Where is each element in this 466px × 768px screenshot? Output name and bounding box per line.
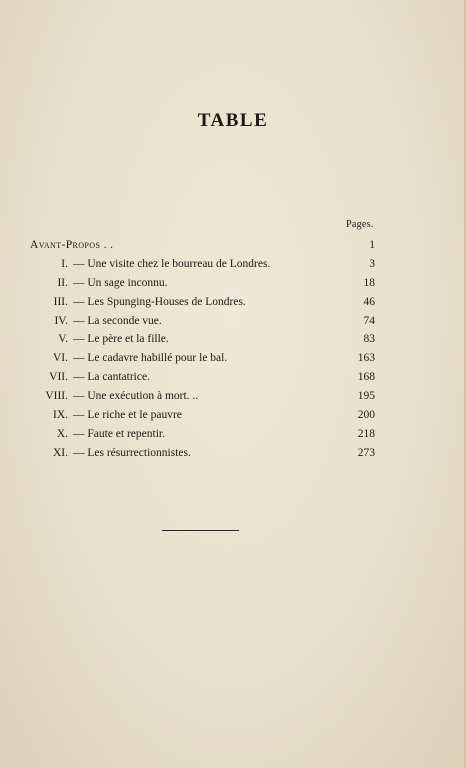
- chapter-title: — Le père et la fille.: [73, 333, 169, 346]
- page-number: 163: [357, 352, 375, 365]
- toc-entry: [30, 387, 375, 406]
- chapter-title: — Le cadavre habillé pour le bal.: [73, 352, 228, 365]
- chapter-number: I.: [61, 257, 68, 270]
- chapter-title: Avant-Propos . .: [30, 239, 114, 251]
- chapter-number: VI.: [52, 352, 68, 365]
- page-number: 200: [357, 409, 375, 422]
- page-number: 168: [357, 371, 375, 384]
- page-number: 74: [363, 314, 375, 327]
- chapter-title: — Une exécution à mort. ..: [73, 390, 199, 403]
- toc-entry: [30, 274, 375, 293]
- chapter-number: V.: [58, 333, 68, 346]
- chapter-number: II.: [57, 276, 68, 289]
- page-number: 195: [357, 390, 375, 403]
- table-of-contents: [30, 236, 375, 463]
- chapter-number: IV.: [54, 314, 68, 327]
- toc-entry: [30, 368, 375, 387]
- pages-column-label: Pages.: [346, 219, 374, 230]
- page-title: TABLE: [197, 110, 269, 131]
- page-number: 273: [357, 446, 375, 459]
- closing-rule: [162, 530, 239, 531]
- chapter-number: IX.: [52, 409, 68, 422]
- page-number: 18: [363, 276, 375, 289]
- toc-entry: [30, 330, 375, 349]
- toc-entry: [30, 444, 375, 463]
- chapter-title: — Un sage inconnu.: [73, 276, 168, 289]
- toc-entry: [30, 255, 375, 274]
- chapter-title: — Faute et repentir.: [73, 427, 165, 440]
- chapter-number: III.: [53, 295, 68, 308]
- page-number: 218: [357, 427, 375, 440]
- chapter-number: X.: [56, 427, 68, 440]
- chapter-title: — La seconde vue.: [73, 314, 162, 327]
- toc-entry: [30, 349, 375, 368]
- chapter-title: — La cantatrice.: [73, 371, 150, 384]
- chapter-title: — Les Spunging-Houses de Londres.: [73, 295, 246, 308]
- chapter-title: — Le riche et le pauvre: [73, 409, 182, 422]
- page-number: 83: [363, 333, 375, 346]
- chapter-number: XI.: [52, 446, 68, 459]
- toc-entry: [30, 236, 375, 255]
- page-number: 46: [363, 295, 375, 308]
- page-number: 1: [369, 239, 375, 251]
- chapter-title: — Une visite chez le bourreau de Londres.: [73, 257, 271, 270]
- page-number: 3: [369, 257, 375, 270]
- toc-entry: [30, 406, 375, 425]
- chapter-title: — Les résurrectionnistes.: [73, 446, 191, 459]
- toc-entry: [30, 293, 375, 312]
- chapter-number: VII.: [49, 371, 68, 384]
- toc-entry: [30, 312, 375, 331]
- chapter-number: VIII.: [45, 390, 68, 403]
- toc-entry: [30, 425, 375, 444]
